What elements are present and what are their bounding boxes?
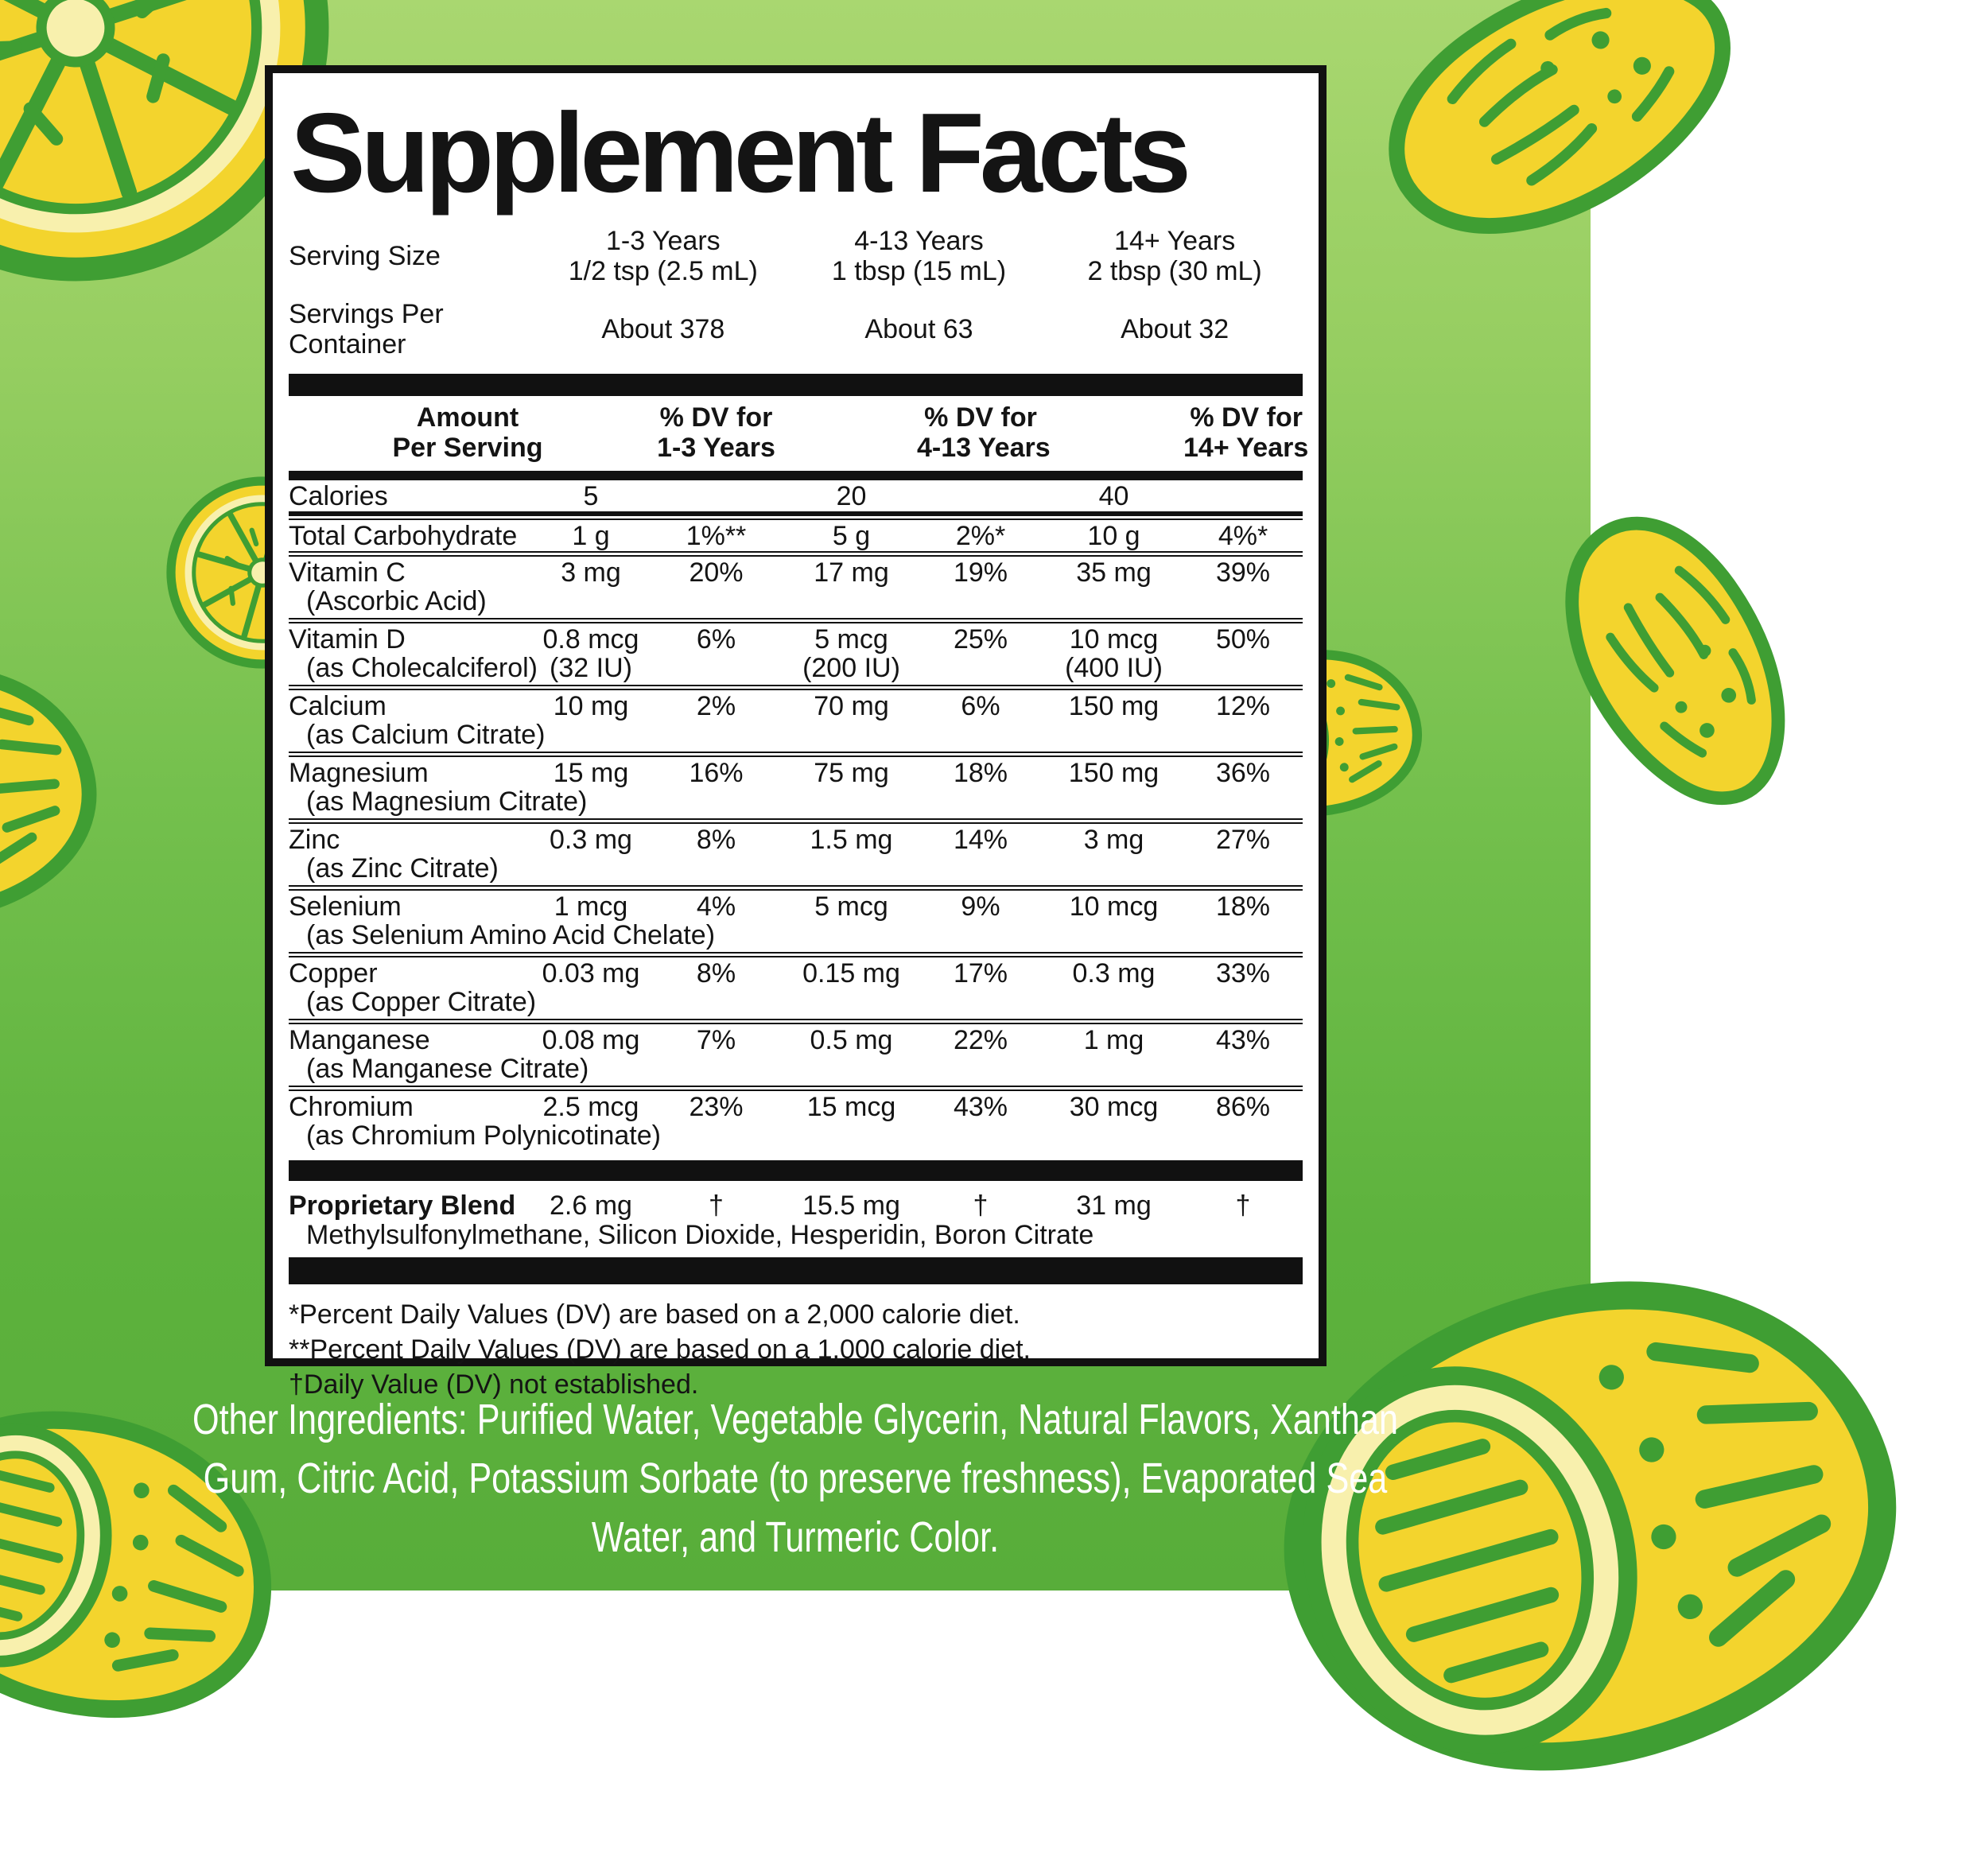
dv-cell: 4%* (1218, 521, 1268, 551)
spacer (1183, 654, 1303, 682)
dv-cell: 43% (1215, 1025, 1271, 1055)
dv-cell: 14% (953, 825, 1008, 855)
table-row-main (289, 623, 1303, 654)
amount-cell: 3 mg (561, 557, 621, 588)
table-row (289, 1086, 1303, 1152)
amount-cell: 1.5 mg (810, 825, 893, 855)
footnote: *Percent Daily Values (DV) are based on a 2,000 calorie diet. (289, 1299, 1020, 1330)
dv-cell (647, 482, 786, 511)
proprietary-dv: † (973, 1190, 989, 1221)
amount-cell: 0.3 mg (550, 825, 632, 855)
proprietary-blend-row (289, 1181, 1303, 1249)
dv-cell: 7% (696, 1025, 736, 1055)
header-amount-per-serving: Amount Per Serving (392, 402, 543, 463)
amount-cell: 10 mg (553, 691, 629, 721)
proprietary-dv: † (709, 1190, 724, 1221)
amount-cell: 0.3 mg (1072, 958, 1156, 988)
proprietary-dv: † (1235, 1190, 1251, 1221)
servings-per-container-label: Servings Per Container (289, 299, 444, 359)
age-group-label: 1-3 Years (605, 226, 721, 256)
table-row-main (289, 757, 1303, 788)
dv-cell: 6% (696, 624, 736, 654)
nutrient-source: (as Manganese Citrate) (306, 1054, 589, 1084)
amount-cell: 150 mg (1068, 691, 1160, 721)
serving-size-group-2 (791, 226, 1047, 286)
divider-bar-thin (289, 471, 1303, 480)
age-group-label: 14+ Years (1114, 226, 1236, 256)
nutrient-name: Calories (289, 481, 388, 511)
dv-cell: 2%* (955, 521, 1006, 551)
nutrient-name: Magnesium (289, 758, 429, 788)
dv-cell: 2% (696, 691, 736, 721)
servings-per-container-value: About 378 (601, 314, 725, 344)
amount-detail: (400 IU) (1065, 653, 1163, 683)
dv-cell: 20% (689, 557, 744, 588)
header-dv-1-3-years: % DV for 1-3 Years (657, 402, 775, 463)
nutrient-name: Manganese (289, 1025, 430, 1055)
dv-cell: 12% (1215, 691, 1271, 721)
amount-cell: 20 (836, 481, 867, 511)
dv-cell: 18% (953, 758, 1008, 788)
servings-per-container-value: About 63 (864, 314, 973, 344)
dv-cell (1183, 482, 1303, 511)
lemon-illustration-far-right (1499, 456, 1856, 863)
table-row (289, 685, 1303, 752)
dv-cell: 50% (1215, 624, 1271, 654)
table-row (289, 752, 1303, 818)
proprietary-blend-name: Proprietary Blend (289, 1190, 516, 1221)
dv-cell: 23% (689, 1092, 744, 1122)
table-row-main (289, 957, 1303, 988)
nutrient-name: Calcium (289, 691, 387, 721)
dv-cell: 86% (1215, 1092, 1271, 1122)
dv-cell: 27% (1215, 825, 1271, 855)
header-dv-4-13-years: % DV for 4-13 Years (917, 402, 1051, 463)
spacer (647, 654, 786, 682)
dv-cell: 18% (1215, 891, 1271, 922)
table-row-main (289, 690, 1303, 721)
amount-cell: 5 mcg (814, 891, 888, 922)
amount-cell: 0.03 mg (542, 958, 640, 988)
amount-cell: 1 g (572, 521, 610, 551)
header-dv-14-plus-years: % DV for 14+ Years (1183, 402, 1309, 463)
nutrient-source-row (289, 654, 1303, 685)
nutrient-source: (Ascorbic Acid) (306, 586, 487, 616)
amount-cell: 5 (583, 481, 599, 511)
table-row (289, 551, 1303, 618)
proprietary-amount: 15.5 mg (802, 1190, 900, 1221)
table-row-main (289, 1091, 1303, 1122)
nutrient-name: Vitamin C (289, 557, 406, 588)
proprietary-amount: 2.6 mg (550, 1190, 632, 1221)
servings-per-container-value: About 32 (1121, 314, 1229, 344)
nutrient-name: Vitamin D (289, 624, 406, 654)
divider-bar-thick (289, 1257, 1303, 1284)
table-row (289, 480, 1303, 515)
spacer (917, 654, 1044, 682)
dv-cell: 8% (696, 825, 736, 855)
proprietary-blend-ingredients: Methylsulfonylmethane, Silicon Dioxide, Hesperidin, Boron Citrate (306, 1220, 1094, 1250)
footnote: **Percent Daily Values (DV) are based on a 1,000 calorie diet. (289, 1334, 1031, 1365)
divider-bar-thick (289, 374, 1303, 396)
serving-size-group-1 (535, 226, 791, 286)
table-row (289, 885, 1303, 952)
lemon-illustration-top-right (1315, 0, 1804, 314)
serving-amount: 2 tbsp (30 mL) (1087, 256, 1262, 286)
nutrient-source: (as Magnesium Citrate) (306, 787, 588, 817)
amount-cell: 35 mg (1076, 557, 1152, 588)
amount-cell: 10 mcg (1069, 624, 1159, 654)
table-row (289, 515, 1303, 551)
dv-cell: 39% (1215, 557, 1271, 588)
table-row-main (289, 1024, 1303, 1055)
dv-cell: 9% (961, 891, 1000, 922)
nutrient-source: (as Calcium Citrate) (306, 720, 546, 750)
supplement-facts-panel (265, 65, 1327, 1400)
amount-detail: (200 IU) (802, 653, 900, 683)
serving-size-group-3 (1047, 226, 1303, 286)
amount-detail: (32 IU) (550, 653, 632, 683)
table-row (289, 618, 1303, 685)
amount-cell: 0.5 mg (810, 1025, 893, 1055)
amount-cell: 0.08 mg (542, 1025, 640, 1055)
nutrient-name: Total Carbohydrate (289, 521, 518, 551)
table-row (289, 1019, 1303, 1086)
amount-cell: 17 mg (814, 557, 889, 588)
nutrient-name: Chromium (289, 1092, 414, 1122)
dv-cell: 16% (689, 758, 744, 788)
panel-title: Supplement Facts (290, 90, 1187, 216)
dv-cell: 17% (953, 958, 1008, 988)
table-row (289, 818, 1303, 885)
dv-cell: 19% (953, 557, 1008, 588)
nutrient-name: Copper (289, 958, 378, 988)
dv-cell: 25% (953, 624, 1008, 654)
amount-cell: 1 mg (1083, 1025, 1144, 1055)
nutrient-name: Selenium (289, 891, 402, 922)
nutrient-source: (as Selenium Amino Acid Chelate) (306, 920, 716, 950)
dv-cell: 1%** (686, 521, 747, 551)
table-header (289, 396, 1309, 471)
table-row-main (289, 891, 1303, 922)
dv-cell: 6% (961, 691, 1000, 721)
dv-cell (917, 482, 1044, 511)
amount-cell: 10 g (1087, 521, 1140, 551)
proprietary-amount: 31 mg (1076, 1190, 1152, 1221)
dv-cell: 22% (953, 1025, 1008, 1055)
amount-cell: 10 mcg (1069, 891, 1159, 922)
amount-cell: 2.5 mcg (542, 1092, 639, 1122)
footnote: †Daily Value (DV) not established. (289, 1369, 699, 1400)
table-row (289, 952, 1303, 1019)
amount-cell: 40 (1098, 481, 1129, 511)
amount-cell: 0.15 mg (802, 958, 900, 988)
dv-cell: 36% (1215, 758, 1271, 788)
dv-cell: 8% (696, 958, 736, 988)
amount-cell: 70 mg (814, 691, 889, 721)
other-ingredients-section (0, 1390, 1591, 1567)
dv-cell: 33% (1215, 958, 1271, 988)
nutrient-source: (as Copper Citrate) (306, 987, 537, 1017)
nutrient-source: (as Zinc Citrate) (306, 853, 499, 884)
amount-cell: 1 mcg (554, 891, 628, 922)
other-ingredients-text: Other Ingredients: Purified Water, Vegetable Glycerin, Natural Flavors, Xanthan Gum, Citric Acid, Potassium Sorbate (to preserve freshness), Evaporated Sea Water, and Turmeric Color. (192, 1396, 1398, 1561)
table-row-main (289, 480, 1303, 511)
nutrient-name: Zinc (289, 825, 340, 855)
divider-bar-thick (289, 1160, 1303, 1181)
table-row-main (289, 824, 1303, 855)
amount-cell: 150 mg (1068, 758, 1160, 788)
nutrient-rows (289, 480, 1303, 1152)
amount-cell: 15 mcg (806, 1092, 896, 1122)
serving-amount: 1 tbsp (15 mL) (831, 256, 1007, 286)
amount-cell: 5 g (832, 521, 871, 551)
serving-info (289, 226, 1303, 359)
serving-size-label: Serving Size (289, 241, 441, 271)
table-row-main (289, 557, 1303, 588)
footnotes (289, 1297, 1303, 1402)
amount-cell: 0.8 mcg (542, 624, 639, 654)
amount-cell: 30 mcg (1069, 1092, 1159, 1122)
amount-cell: 75 mg (814, 758, 889, 788)
nutrient-source: (as Chromium Polynicotinate) (306, 1121, 661, 1151)
dv-cell: 43% (953, 1092, 1008, 1122)
age-group-label: 4-13 Years (854, 226, 984, 256)
amount-cell: 3 mg (1083, 825, 1144, 855)
amount-cell: 5 mcg (814, 624, 888, 654)
lemon-half-illustration-left (0, 628, 129, 959)
dv-cell: 4% (696, 891, 736, 922)
amount-cell: 15 mg (553, 758, 629, 788)
nutrient-source: (as Cholecalciferol) (306, 653, 538, 683)
table-row-main (289, 520, 1303, 551)
serving-amount: 1/2 tsp (2.5 mL) (568, 256, 758, 286)
